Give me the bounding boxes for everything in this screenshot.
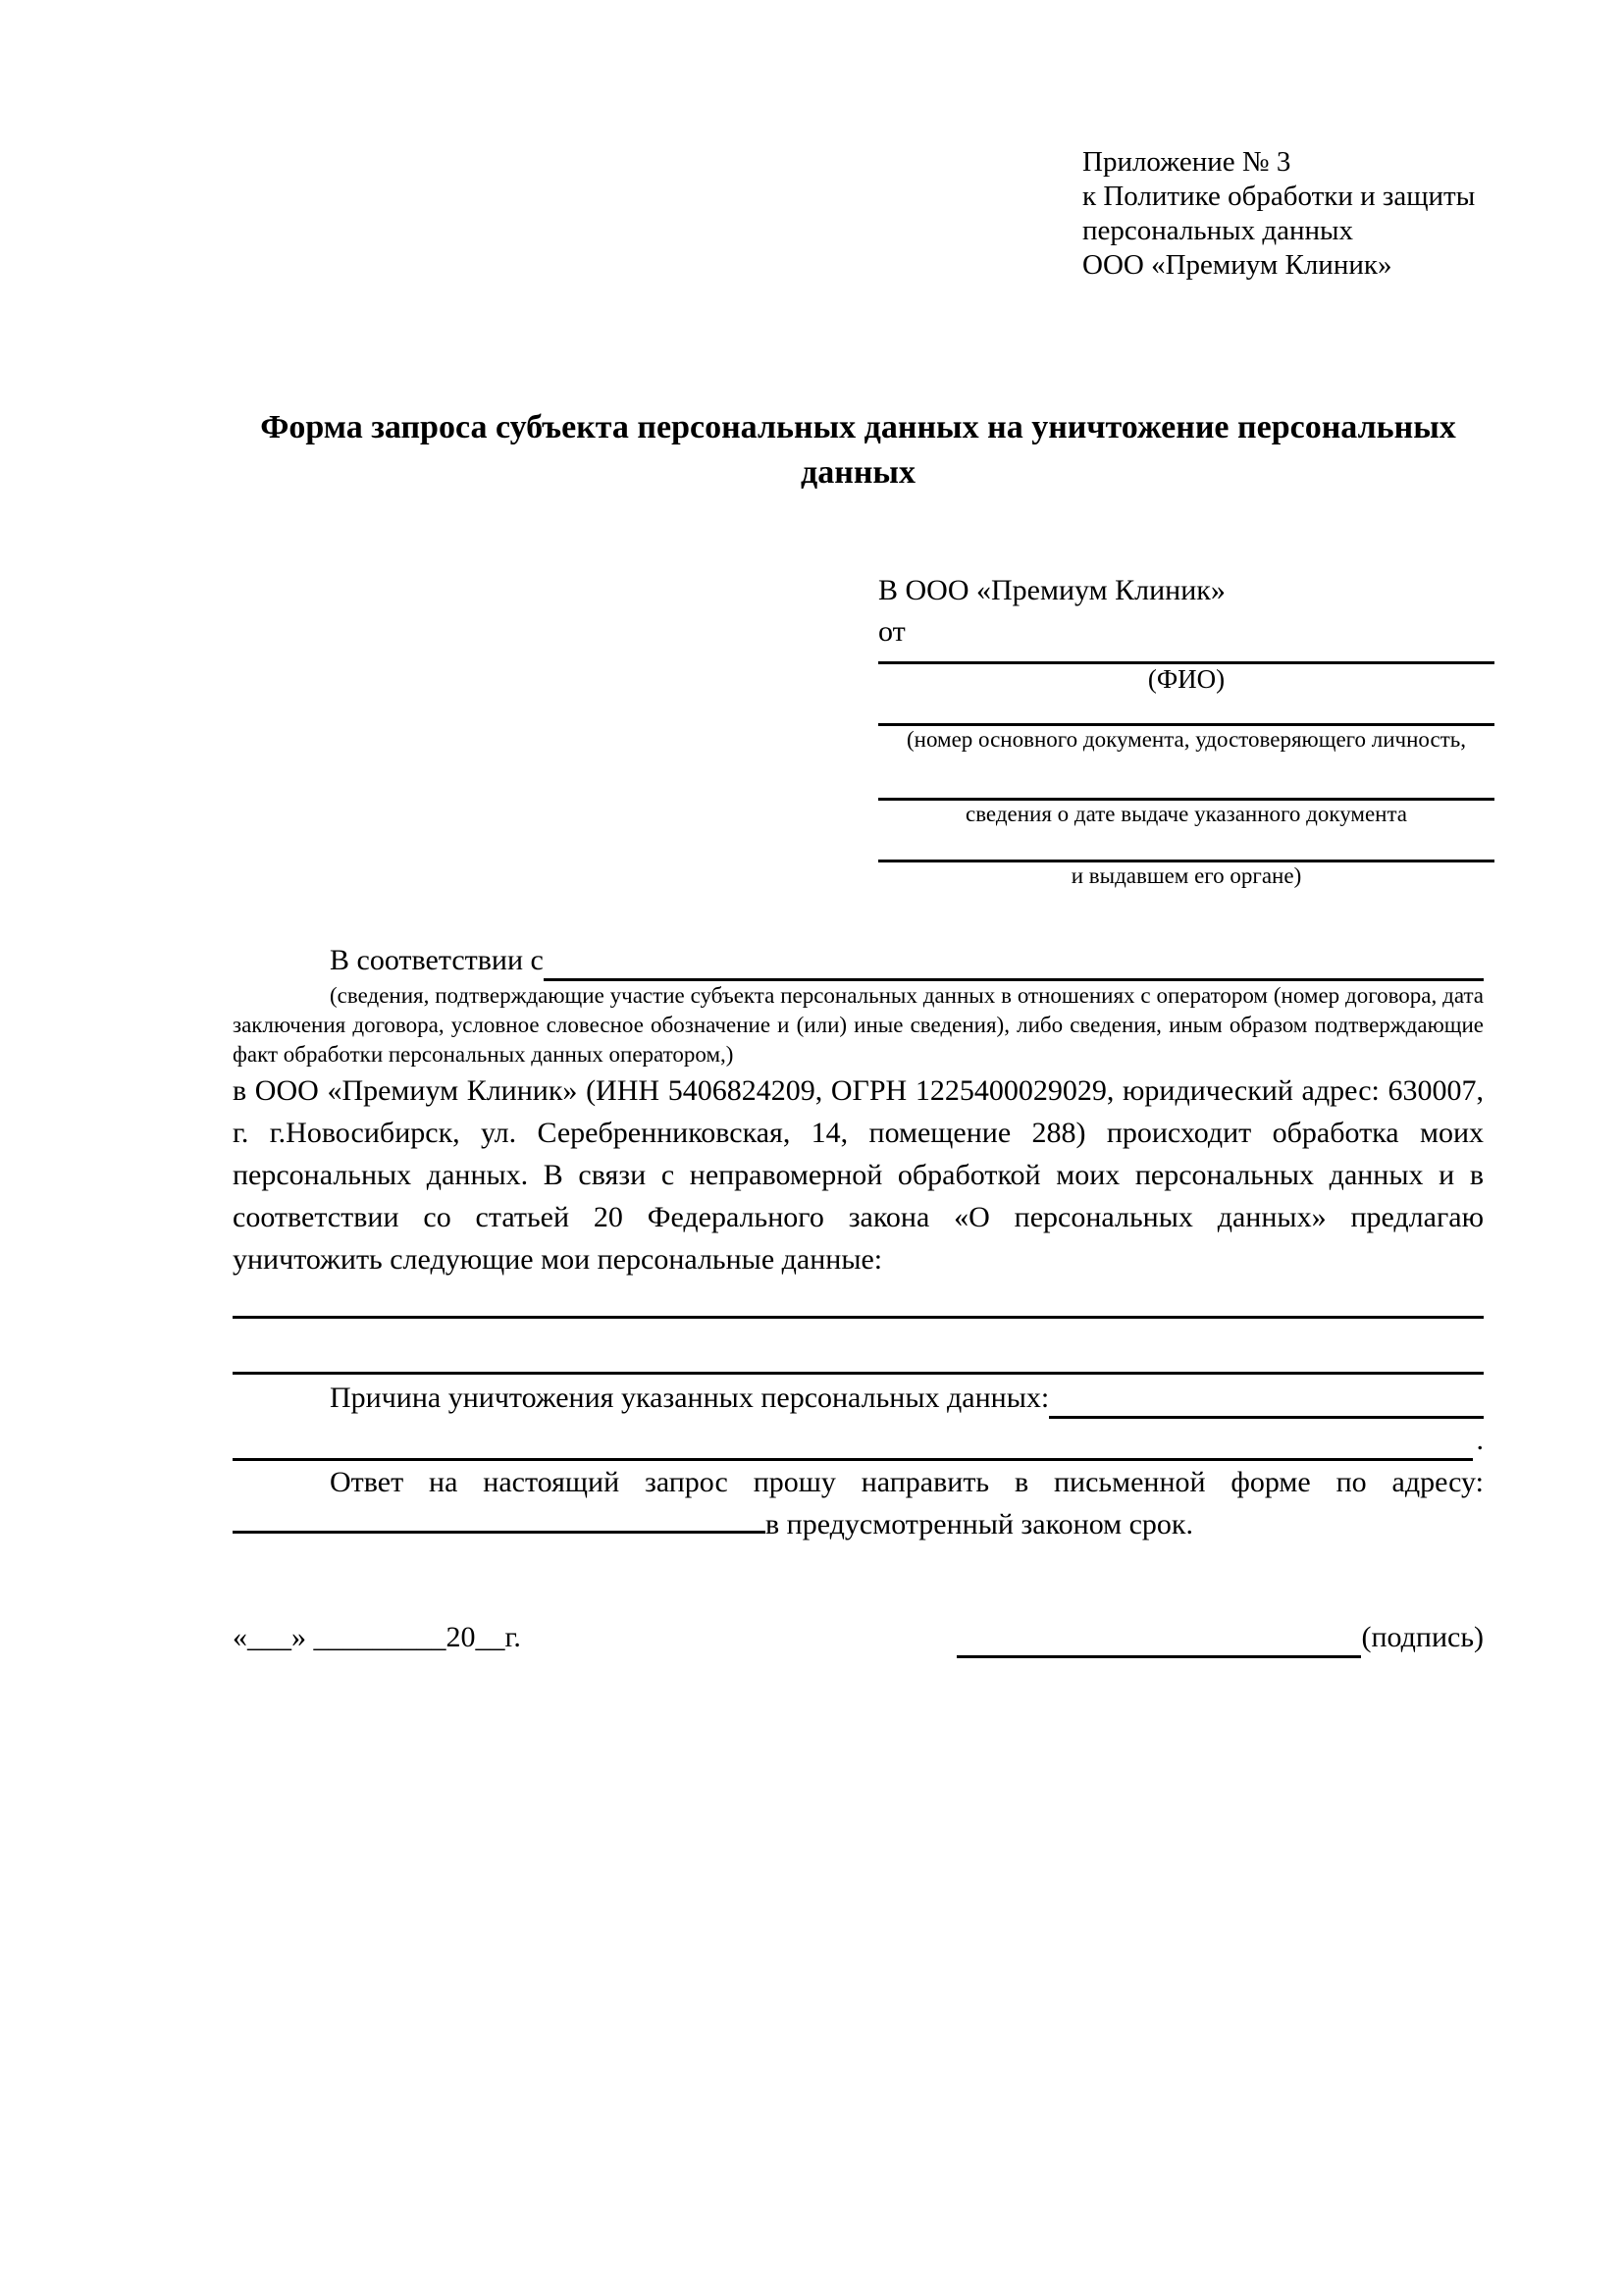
paragraph-indent	[233, 939, 330, 981]
fio-caption: (ФИО)	[1147, 664, 1226, 694]
document-title: Форма запроса субъекта персональных данных на уничтожение персональных данных	[260, 409, 1456, 491]
doc-date-caption: сведения о дате выдаче указанного документа	[965, 802, 1408, 826]
according-prefix-text: В соответствии с	[330, 944, 544, 976]
signature-row	[233, 1616, 1484, 1658]
reason-field-line-2	[233, 1419, 1484, 1461]
signature-group	[957, 1616, 1484, 1658]
signature-field-line	[957, 1616, 1361, 1658]
appendix-header-line: Приложение № 3	[1082, 146, 1291, 178]
reason-label: Причина уничтожения указанных персональных данных:	[330, 1382, 1050, 1414]
reason-field-line	[1049, 1377, 1484, 1419]
according-note: (сведения, подтверждающие участие субъекта персональных данных в отношениях с оператором (номер договора, дата заключения договора, условное словесное обозначение и (или) иные сведения), либо сведения, иным образом подтверждающие факт обработки персональных данных оператором,)	[233, 983, 1484, 1067]
address-field-line	[233, 1531, 765, 1534]
details-field-line-2	[233, 1319, 1484, 1375]
reply-address-line	[233, 1503, 1484, 1545]
appendix-header-line: к Политике обработки и защиты	[1082, 181, 1476, 212]
according-field-line	[544, 939, 1484, 981]
document-body	[233, 939, 1484, 1658]
reply-tail-text: в предусмотренный законом срок.	[765, 1508, 1193, 1540]
reply-request-paragraph: Ответ на настоящий запрос прошу направить в письменной форме по адресу:	[330, 1466, 1484, 1498]
appendix-header-line: ООО «Премиум Клиник»	[1082, 249, 1392, 281]
doc-number-caption: (номер основного документа, удостоверяющего личность,	[906, 727, 1466, 752]
according-line	[233, 939, 1484, 981]
paragraph-indent	[233, 1377, 330, 1419]
line-end-period: .	[1476, 1424, 1484, 1456]
main-paragraph: в ООО «Премиум Клиник» (ИНН 5406824209, ОГРН 1225400029029, юридический адрес: 630007, г. г.Новосибирск, ул. Серебренниковская, 14, помещение 288) происходит обработка моих персональных данных. В связи с неправомерной обработкой моих персональных данных и в соответствии со статьей 20 Федерального закона «О персональных данных» предлагаю уничтожить следующие мои персональные данные:	[233, 1074, 1484, 1276]
doc-issuer-caption: и выдавшем его органе)	[1071, 863, 1302, 888]
reason-line	[233, 1377, 1484, 1419]
signature-caption: (подпись)	[1361, 1621, 1484, 1653]
details-field-line-1	[233, 1280, 1484, 1319]
appendix-header	[1082, 145, 1484, 283]
reason-field-line-fill	[233, 1419, 1473, 1461]
addressee-from: от	[878, 615, 906, 648]
appendix-header-line: персональных данных	[1082, 215, 1354, 246]
addressee-to: В ООО «Премиум Клиник»	[878, 574, 1226, 606]
addressee-block	[878, 570, 1494, 890]
date-blank-text: «___» _________20__г.	[233, 1621, 521, 1653]
